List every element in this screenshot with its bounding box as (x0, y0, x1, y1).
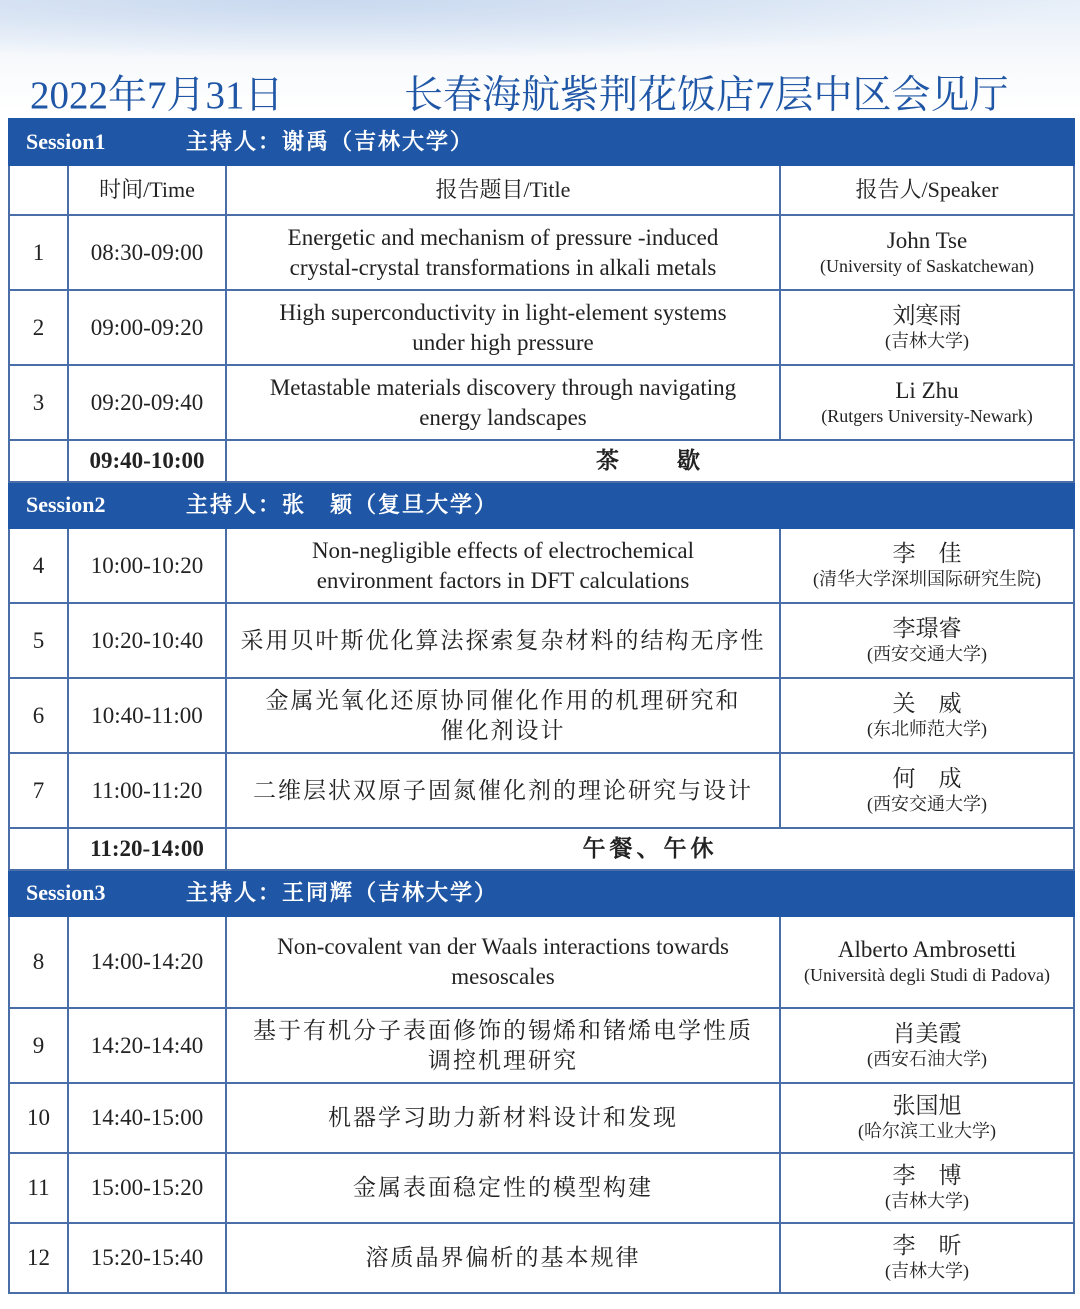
talk-time: 14:20-14:40 (68, 1008, 226, 1083)
session-label: Session3 (26, 880, 106, 905)
talk-title (226, 753, 780, 828)
talk-speaker (780, 1008, 1074, 1083)
speaker-name: 李 昕 (892, 1233, 962, 1258)
speaker-affiliation: (Rutgers University-Newark) (821, 405, 1033, 426)
talk-title-line: 调控机理研究 (428, 1047, 578, 1073)
talk-time: 11:00-11:20 (68, 753, 226, 828)
talk-speaker (780, 1223, 1074, 1293)
speaker-name: 李 佳 (892, 540, 962, 566)
break-row (9, 440, 1074, 482)
break-time: 09:40-10:00 (68, 440, 226, 482)
page-header (0, 62, 1080, 120)
speaker-name: Alberto Ambrosetti (837, 937, 1017, 962)
session-header (9, 119, 1074, 165)
talk-speaker (780, 916, 1074, 1008)
session-label: Session2 (26, 492, 106, 517)
talk-row (9, 215, 1074, 290)
break-number (9, 828, 68, 870)
talk-title-line: 二维层状双原子固氮催化剂的理论研究与设计 (253, 777, 753, 803)
talk-title-line: under high pressure (412, 329, 594, 355)
talk-title-line: energy landscapes (419, 404, 587, 430)
talk-number: 12 (9, 1223, 68, 1293)
column-header-speaker: 报告人/Speaker (780, 165, 1074, 215)
session-host: 主持人：张 颖（复旦大学） (186, 492, 499, 517)
session-header-cell (9, 119, 1074, 165)
speaker-affiliation: (吉林大学) (885, 330, 969, 351)
talk-speaker (780, 678, 1074, 753)
column-header-title: 报告题目/Title (226, 165, 780, 215)
talk-title (226, 1008, 780, 1083)
talk-number: 2 (9, 290, 68, 365)
talk-title (226, 528, 780, 603)
talk-time: 10:00-10:20 (68, 528, 226, 603)
speaker-name: 张国旭 (892, 1093, 962, 1118)
header-background (0, 0, 1080, 60)
speaker-name: John Tse (886, 227, 968, 253)
talk-title-line: Metastable materials discovery through navigating (269, 374, 737, 400)
session-host: 主持人：谢禹（吉林大学） (186, 129, 475, 154)
talk-time: 10:20-10:40 (68, 603, 226, 678)
column-header-row (9, 165, 1074, 215)
talk-speaker (780, 753, 1074, 828)
session-header (9, 482, 1074, 528)
break-activity: 午餐、午休 (226, 828, 1074, 870)
column-header-time: 时间/Time (68, 165, 226, 215)
speaker-name: 李 博 (892, 1163, 962, 1188)
speaker-name: 刘寒雨 (892, 302, 962, 328)
session-header-cell (9, 870, 1074, 916)
talk-row (9, 365, 1074, 440)
speaker-affiliation: (东北师范大学) (867, 718, 987, 739)
talk-number: 9 (9, 1008, 68, 1083)
talk-title-line: mesoscales (451, 964, 555, 989)
talk-speaker (780, 603, 1074, 678)
talk-title (226, 1153, 780, 1223)
talk-speaker (780, 215, 1074, 290)
talk-row (9, 1008, 1074, 1083)
talk-row (9, 290, 1074, 365)
speaker-affiliation: (哈尔滨工业大学) (858, 1121, 996, 1141)
speaker-affiliation: (Università degli Studi di Padova) (804, 965, 1050, 985)
talk-title-line: Non-covalent van der Waals interactions towards (277, 934, 729, 959)
break-activity: 茶 歇 (226, 440, 1074, 482)
talk-number: 4 (9, 528, 68, 603)
talk-title-line: 金属光氧化还原协同催化作用的机理研究和 (265, 687, 741, 713)
talk-row (9, 753, 1074, 828)
talk-title-line: High superconductivity in light-element systems (279, 299, 727, 325)
talk-time: 09:20-09:40 (68, 365, 226, 440)
talk-speaker (780, 290, 1074, 365)
talk-row (9, 1223, 1074, 1293)
talk-time: 15:00-15:20 (68, 1153, 226, 1223)
talk-number: 1 (9, 215, 68, 290)
schedule-table (8, 118, 1075, 1294)
talk-title-line: 溶质晶界偏析的基本规律 (365, 1245, 641, 1270)
break-time: 11:20-14:00 (68, 828, 226, 870)
speaker-name: 肖美霞 (892, 1020, 962, 1046)
talk-title (226, 365, 780, 440)
speaker-affiliation: (University of Saskatchewan) (820, 255, 1034, 276)
talk-title-line: 催化剂设计 (440, 717, 566, 743)
speaker-affiliation: (西安交通大学) (867, 643, 987, 664)
break-number (9, 440, 68, 482)
speaker-affiliation: (西安交通大学) (867, 793, 987, 814)
talk-title-line: 金属表面稳定性的模型构建 (353, 1175, 653, 1200)
session-header-cell (9, 482, 1074, 528)
speaker-affiliation: (吉林大学) (885, 1191, 969, 1211)
talk-row (9, 1153, 1074, 1223)
event-venue: 长春海航紫荆花饭店7层中区会见厅 (404, 74, 1009, 117)
talk-title-line: 采用贝叶斯优化算法探索复杂材料的结构无序性 (240, 627, 766, 653)
speaker-affiliation: (西安石油大学) (867, 1048, 987, 1069)
talk-time: 15:20-15:40 (68, 1223, 226, 1293)
talk-title-line: crystal-crystal transformations in alkali metals (289, 254, 717, 280)
talk-title-line: Non-negligible effects of electrochemical (311, 537, 695, 563)
column-header-no (9, 165, 68, 215)
talk-title-line: Energetic and mechanism of pressure -induced (287, 224, 719, 250)
speaker-name: Li Zhu (895, 377, 959, 403)
talk-number: 10 (9, 1083, 68, 1153)
talk-speaker (780, 1153, 1074, 1223)
talk-number: 8 (9, 916, 68, 1008)
talk-number: 5 (9, 603, 68, 678)
talk-speaker (780, 1083, 1074, 1153)
speaker-affiliation: (清华大学深圳国际研究生院) (813, 568, 1041, 589)
talk-title (226, 1223, 780, 1293)
talk-time: 10:40-11:00 (68, 678, 226, 753)
talk-title-line: 机器学习助力新材料设计和发现 (328, 1105, 678, 1130)
speaker-name: 何 成 (892, 765, 962, 791)
talk-number: 3 (9, 365, 68, 440)
talk-number: 11 (9, 1153, 68, 1223)
speaker-name: 李璟睿 (892, 615, 962, 641)
talk-title (226, 215, 780, 290)
talk-row (9, 1083, 1074, 1153)
session-host: 主持人：王同辉（吉林大学） (186, 880, 499, 905)
talk-time: 14:00-14:20 (68, 916, 226, 1008)
schedule-body (9, 119, 1074, 1293)
talk-speaker (780, 528, 1074, 603)
talk-speaker (780, 365, 1074, 440)
event-date: 2022年7月31日 (30, 74, 284, 117)
session-label: Session1 (26, 129, 106, 154)
talk-title (226, 1083, 780, 1153)
talk-title (226, 603, 780, 678)
talk-row (9, 603, 1074, 678)
talk-title (226, 916, 780, 1008)
talk-title-line: 基于有机分子表面修饰的锡烯和锗烯电学性质 (253, 1017, 753, 1043)
talk-time: 08:30-09:00 (68, 215, 226, 290)
talk-title (226, 678, 780, 753)
break-row (9, 828, 1074, 870)
talk-title-line: environment factors in DFT calculations (316, 567, 690, 593)
talk-number: 7 (9, 753, 68, 828)
talk-time: 09:00-09:20 (68, 290, 226, 365)
talk-row (9, 678, 1074, 753)
talk-number: 6 (9, 678, 68, 753)
talk-row (9, 528, 1074, 603)
talk-row (9, 916, 1074, 1008)
session-header (9, 870, 1074, 916)
talk-title (226, 290, 780, 365)
speaker-affiliation: (吉林大学) (885, 1261, 969, 1281)
talk-time: 14:40-15:00 (68, 1083, 226, 1153)
speaker-name: 关 威 (892, 690, 962, 716)
